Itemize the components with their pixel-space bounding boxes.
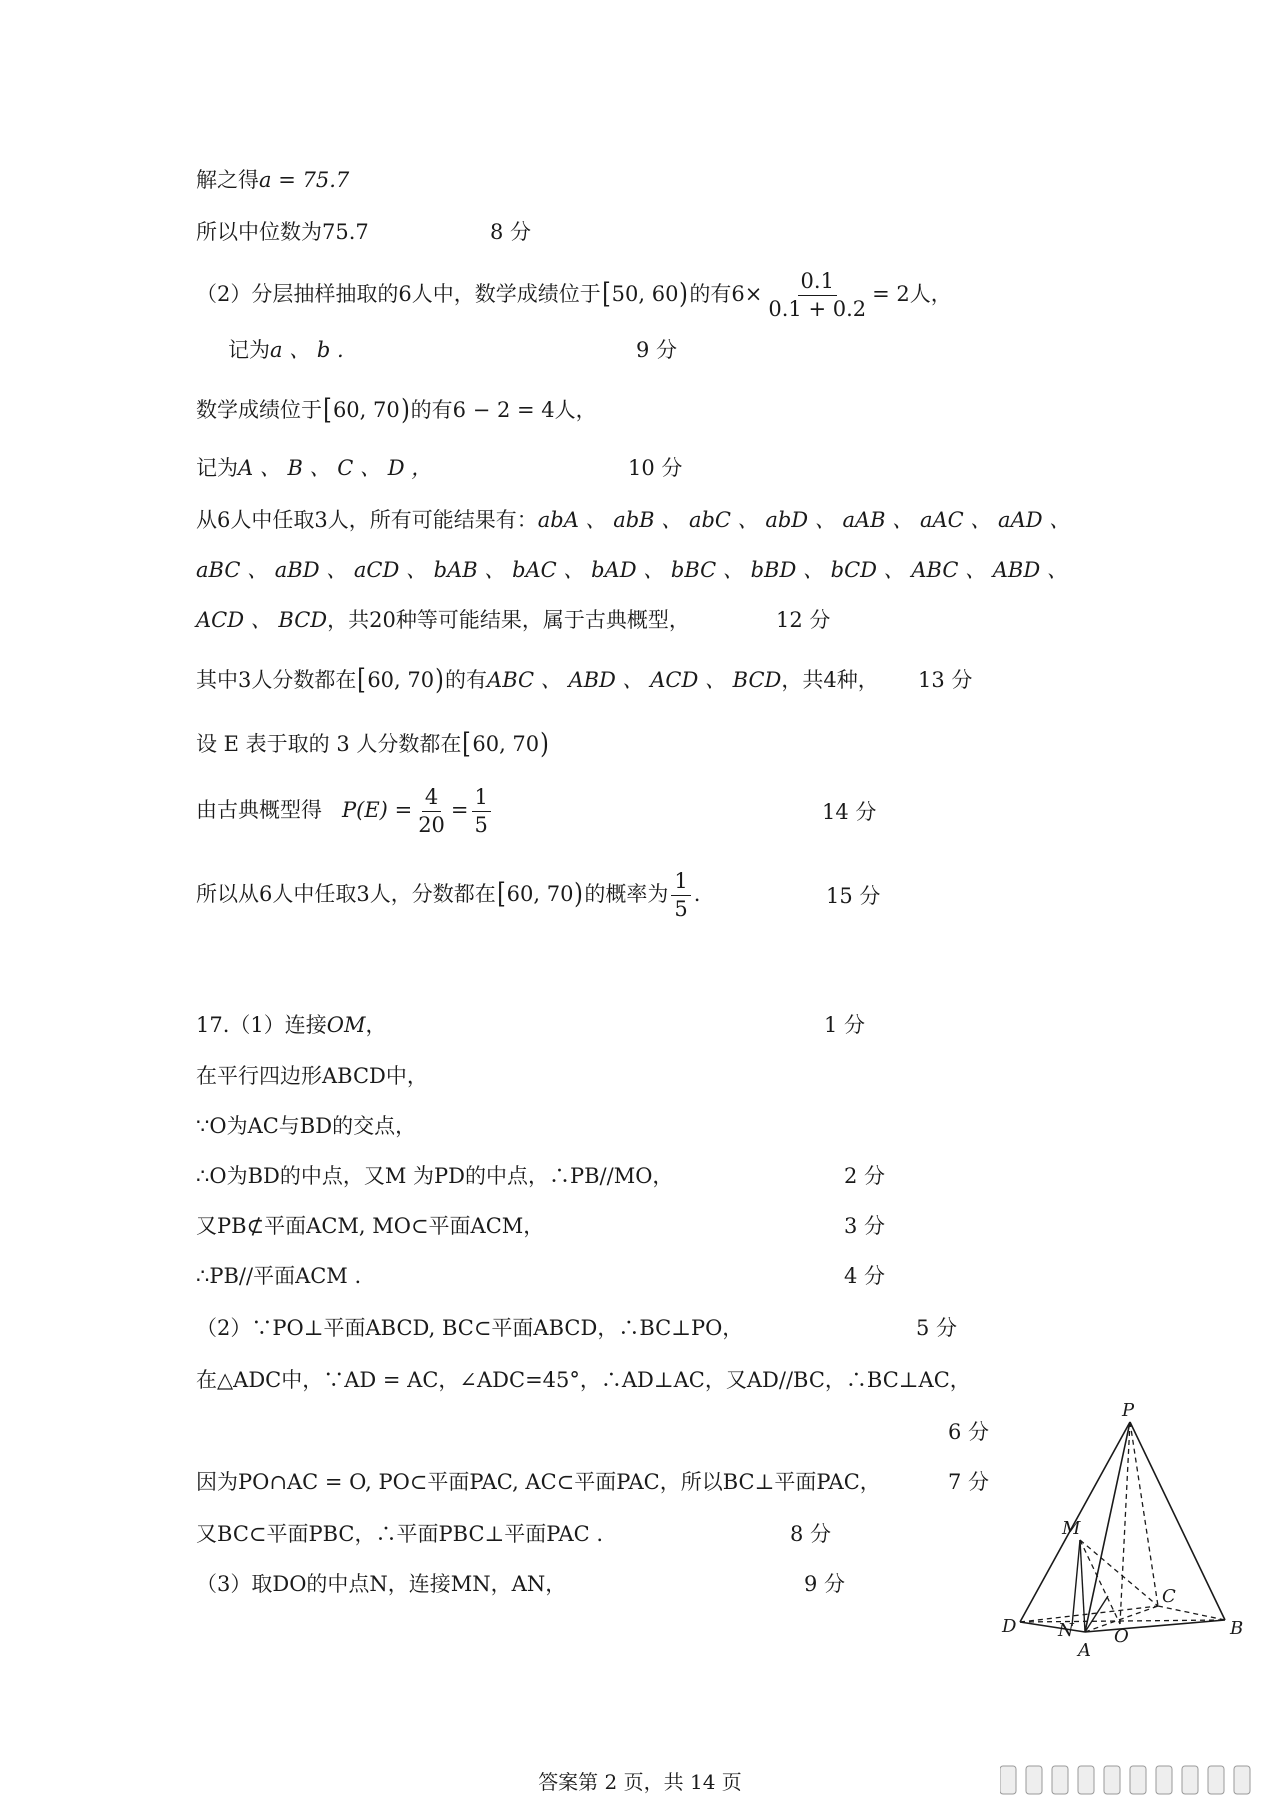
q17-line6: ∴PB//平面ACM . xyxy=(196,1264,362,1288)
q17-line2: 在平行四边形ABCD中， xyxy=(196,1064,428,1088)
q17-line8: 在△ADC中，∵AD = AC，∠ADC=45°，∴AD⊥AC，又AD//BC，∴BC⊥AC， xyxy=(196,1368,971,1392)
part2-line2: 记为a 、 b . xyxy=(228,338,344,362)
solve-line: 解之得a = 75.7 xyxy=(196,168,350,192)
q17-score-2: 2 分 xyxy=(844,1164,886,1188)
label-B: B xyxy=(1230,1618,1244,1639)
edge-PA xyxy=(1085,1422,1130,1632)
part2-line9: 设 E 表于取的 3 人分数都在[60, 70) xyxy=(196,727,549,760)
q17-score-3: 3 分 xyxy=(844,1214,886,1238)
q17-score-8: 8 分 xyxy=(790,1522,832,1546)
part2-line1: （2）分层抽样抽取的6人中，数学成绩位于[50, 60)的有6× $\frac{0.1}{0.1 + 0.2}$ = 2人， xyxy=(196,269,952,322)
page-footer: 答案第 2 页，共 14 页 xyxy=(538,1770,742,1794)
label-C: C xyxy=(1162,1586,1176,1607)
score-13: 13 分 xyxy=(918,668,973,692)
edge-PB xyxy=(1130,1422,1225,1620)
edge-PO xyxy=(1120,1422,1130,1624)
score-10: 10 分 xyxy=(628,456,683,480)
pyramid-figure xyxy=(990,1400,1250,1660)
q17-line7: （2）∵PO⊥平面ABCD, BC⊂平面ABCD，∴BC⊥PO， xyxy=(196,1316,744,1340)
q17-line9: 因为PO∩AC = O, PO⊂平面PAC, AC⊂平面PAC，所以BC⊥平面PAC， xyxy=(196,1470,881,1494)
score-8: 8 分 xyxy=(490,220,532,244)
part2-line4: 记为A 、 B 、 C 、 D ， xyxy=(196,456,433,480)
label-M: M xyxy=(1062,1518,1081,1539)
edge-MN xyxy=(1072,1540,1080,1626)
q17-line5: 又PB⊄平面ACM, MO⊂平面ACM， xyxy=(196,1214,545,1238)
fraction-4-20: $\frac{4}{20}$ xyxy=(418,785,445,838)
part2-line11: 所以从6人中任取3人，分数都在[60, 70)的概率为 $\frac{1}{5}$ . xyxy=(196,869,701,922)
score-14: 14 分 xyxy=(822,800,877,824)
q17-line1: 17.（1）连接OM， xyxy=(196,1013,387,1037)
q17-score-5: 5 分 xyxy=(916,1316,958,1340)
q17-score-9: 9 分 xyxy=(804,1572,846,1596)
part2-line3: 数学成绩位于[60, 70)的有6 − 2 = 4人， xyxy=(196,393,597,426)
score-12: 12 分 xyxy=(776,608,831,632)
edge-CB xyxy=(1158,1606,1225,1620)
edge-DB xyxy=(1020,1620,1225,1622)
part2-line7: ACD 、 BCD，共20种等可能结果，属于古典概型， xyxy=(196,608,690,632)
part2-line10: 由古典概型得 P(E) = $\frac{4}{20}$ = $\frac{1}{5}$ xyxy=(196,786,494,837)
q17-line10: 又BC⊂平面PBC，∴平面PBC⊥平面PAC . xyxy=(196,1522,604,1546)
score-9a: 9 分 xyxy=(636,338,678,362)
label-A: A xyxy=(1078,1640,1091,1660)
q17-score-7: 7 分 xyxy=(948,1470,990,1494)
q17-line11: （3）取DO的中点N，连接MN，AN， xyxy=(196,1572,567,1596)
label-N: N xyxy=(1058,1620,1074,1641)
edge-MA xyxy=(1080,1540,1085,1632)
q17-score-1: 1 分 xyxy=(824,1013,866,1037)
q17-score-4: 4 分 xyxy=(844,1264,886,1288)
part2-line8: 其中3人分数都在[60, 70)的有ABC 、 ABD 、 ACD 、 BCD，共4种， xyxy=(196,663,879,696)
scan-marks xyxy=(1000,1760,1260,1800)
edge-DA xyxy=(1020,1622,1085,1632)
fraction-prob: $\frac{1}{5}$ xyxy=(671,870,690,921)
q17-line3: ∵O为AC与BD的交点， xyxy=(196,1114,417,1138)
label-O: O xyxy=(1114,1626,1129,1647)
q17-score-6: 6 分 xyxy=(948,1420,990,1444)
score-15: 15 分 xyxy=(826,884,881,908)
label-D: D xyxy=(1002,1616,1017,1637)
fraction-1-5: $\frac{1}{5}$ xyxy=(472,786,491,837)
fraction-0.1: $\frac{0.1}{0.1 + 0.2}$ xyxy=(768,269,867,322)
edge-MC xyxy=(1080,1540,1158,1606)
part2-line5: 从6人中任取3人，所有可能结果有：abA 、 abB 、 abC 、 abD 、 aAB 、 aAC 、 aAD 、 xyxy=(196,508,1071,532)
label-P: P xyxy=(1122,1400,1135,1421)
q17-line4: ∴O为BD的中点，又M 为PD的中点，∴PB//MO， xyxy=(196,1164,674,1188)
median-conclusion: 所以中位数为75.7 xyxy=(196,220,369,244)
part2-line6: aBC 、 aBD 、 aCD 、 bAB 、 bAC 、 bAD 、 bBC 、 bBD 、 bCD 、 ABC 、 ABD 、 xyxy=(196,558,1068,582)
